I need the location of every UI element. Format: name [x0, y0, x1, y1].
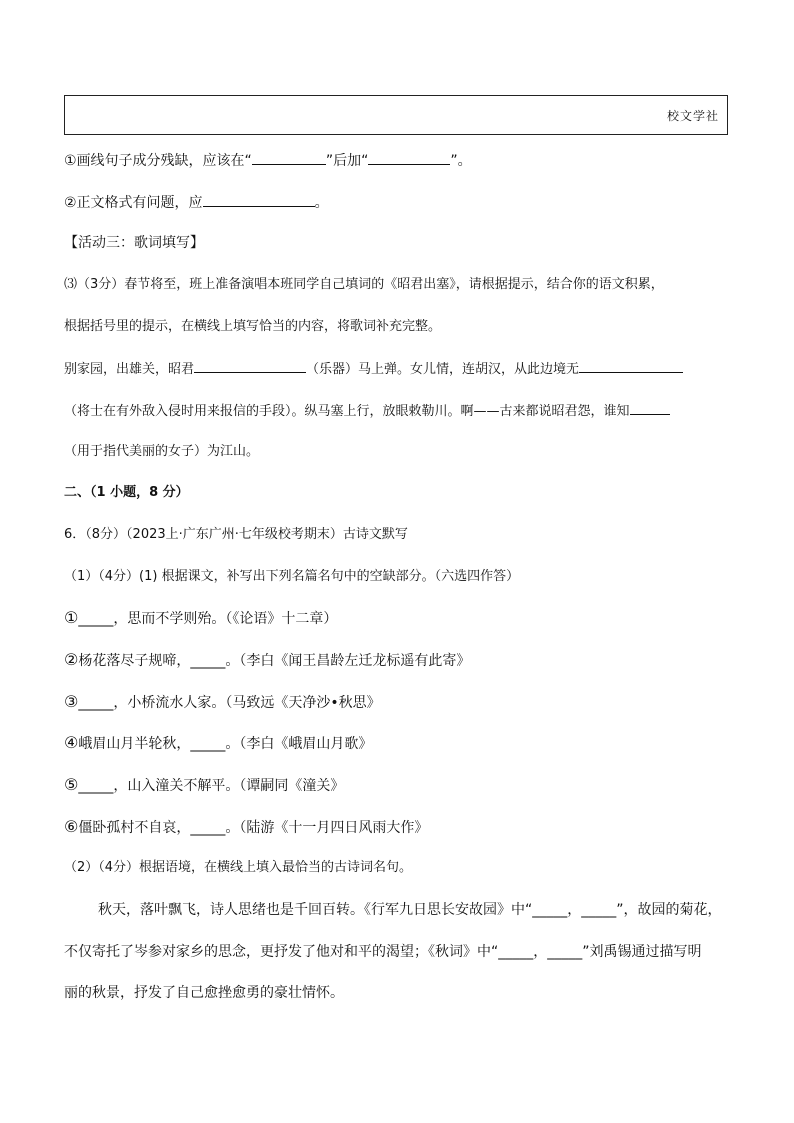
- poem-item-3: ③_____，小桥流水人家。（马致远《天净沙•秋思》: [64, 692, 381, 711]
- q5-item2: [64, 192, 329, 213]
- context-para-line2: 不仅寄托了岑参对家乡的思念，更抒发了他对和平的渴望；《秋词》中“_____，_____”刘禹锡通过描写明: [64, 944, 702, 960]
- lyric2-text-a: （将士在有外敌入侵时用来报信的手段）。纵马塞上行，放眼敕勒川。啊——古来都说昭君怨，谁知: [64, 404, 630, 419]
- poem-item-5: ⑤_____，山入潼关不解平。（谭嗣同《潼关》: [64, 775, 345, 794]
- lyric1-text-a: 别家园，出雄关，昭君: [64, 362, 195, 377]
- answer-blank[interactable]: _____: [78, 611, 114, 627]
- section2-title: 二、（1 小题，8 分）: [64, 485, 189, 500]
- lyric-line2: [64, 400, 670, 422]
- q5-item1-text-b: ”后加“: [325, 153, 369, 169]
- lyric-line1: [64, 358, 683, 380]
- answer-blank[interactable]: [579, 358, 683, 373]
- poem-item-6: ⑥僵卧孤村不自哀，_____。（陆游《十一月四日风雨大作》: [64, 817, 429, 836]
- poem-item-2: ②杨花落尽子规啼，_____。（李白《闻王昌龄左迁龙标遥有此寄》: [64, 650, 471, 669]
- answer-blank[interactable]: [368, 150, 450, 165]
- answer-blank[interactable]: [194, 358, 306, 373]
- q6-title: 6．（8分）（2023上·广东广州·七年级校考期末）古诗文默写: [64, 527, 408, 542]
- header-box: [64, 95, 728, 135]
- activity3-title: 【活动三：歌词填写】: [64, 235, 204, 251]
- header-tag: 校文学社: [666, 109, 719, 123]
- q6-sub2: （2）（4分）根据语境，在横线上填入最恰当的古诗词名句。: [64, 860, 413, 875]
- context-para-line3: 丽的秋景，抒发了自己愈挫愈勇的豪壮情怀。: [64, 985, 344, 1001]
- poem-item-4: ④峨眉山月半轮秋，_____。（李白《峨眉山月歌》: [64, 733, 373, 752]
- q5-item2-text-a: ②正文格式有问题，应: [64, 195, 203, 211]
- item-number: ⑥: [64, 817, 79, 836]
- item-number: ⑤: [64, 775, 79, 794]
- lyric1-text-b: （乐器）马上弹。女儿情，连胡汉，从此边境无: [306, 362, 580, 377]
- q5-item1-text-a: ①画线句子成分残缺，应该在“: [64, 153, 252, 169]
- q6-sub1: （1）（4分）(1) 根据课文，补写出下列名篇名句中的空缺部分。（六选四作答）: [64, 569, 520, 584]
- answer-blank[interactable]: _____: [190, 653, 226, 669]
- answer-blank[interactable]: [630, 400, 670, 415]
- q3-line2: 根据括号里的提示，在横线上填写恰当的内容，将歌词补充完整。: [64, 319, 442, 334]
- answer-blank[interactable]: [252, 150, 326, 165]
- q5-item1-text-c: ”。: [450, 153, 472, 169]
- answer-blank[interactable]: _____: [78, 778, 114, 794]
- q5-item1: [64, 150, 472, 171]
- item-number: ②: [64, 650, 79, 669]
- context-para-line1: 秋天，落叶飘飞，诗人思绪也是千回百转。《行军九日思长安故园》中“_____，_____”，故园的菊花，: [98, 902, 722, 918]
- lyric-line3: （用于指代美丽的女子）为江山。: [64, 444, 260, 459]
- item-number: ④: [64, 733, 79, 752]
- answer-blank[interactable]: _____: [78, 695, 114, 711]
- item-number: ③: [64, 692, 79, 711]
- answer-blank[interactable]: _____: [190, 820, 226, 836]
- q5-item2-text-b: 。: [314, 195, 329, 211]
- answer-blank[interactable]: [203, 192, 315, 207]
- item-number: ①: [64, 608, 79, 627]
- poem-item-1: ①_____，思而不学则殆。（《论语》十二章）: [64, 608, 338, 627]
- answer-blank[interactable]: _____: [190, 736, 226, 752]
- q3-line1: ⑶（3分）春节将至，班上准备演唱本班同学自己填词的《昭君出塞》，请根据提示，结合你的语文积累，: [64, 277, 664, 292]
